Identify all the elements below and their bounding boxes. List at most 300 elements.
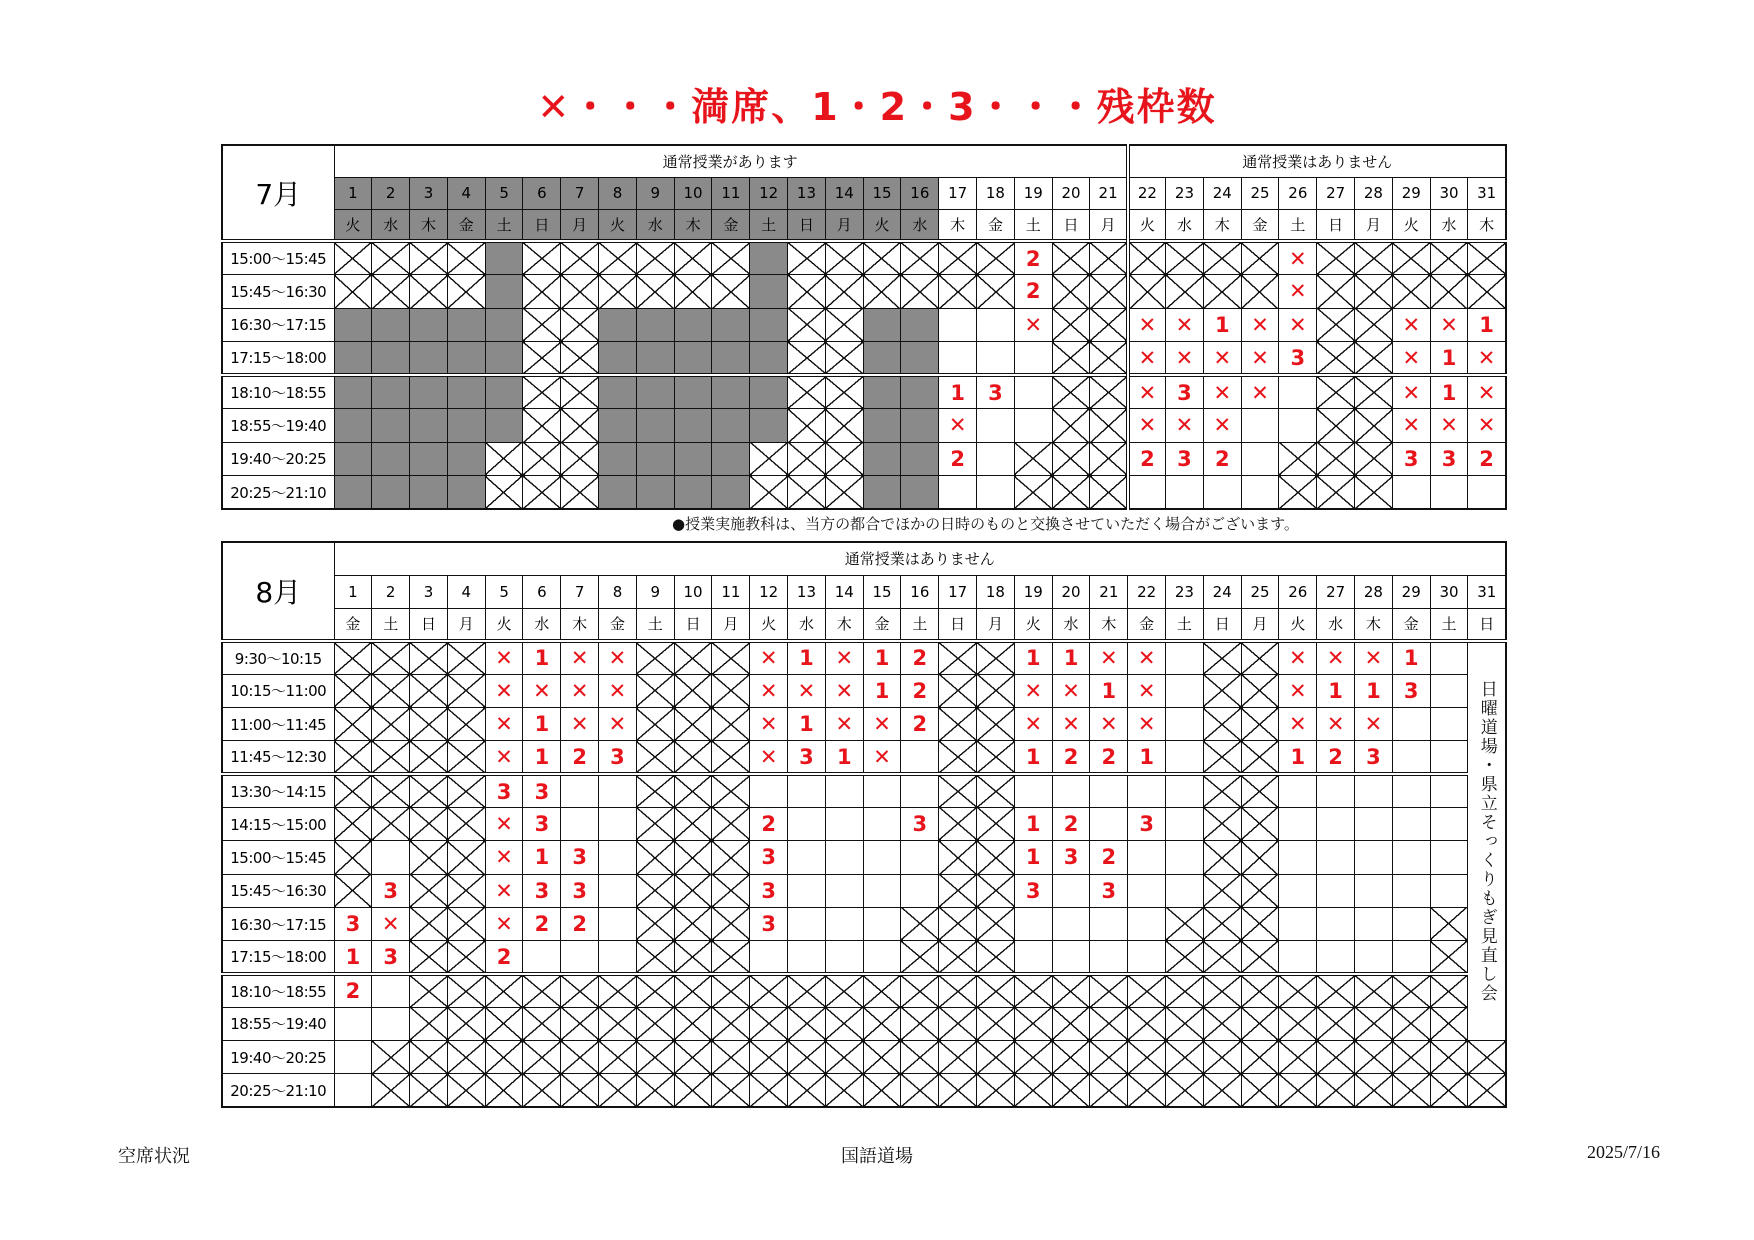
slot-cell (825, 1074, 863, 1107)
slot-cell (1052, 409, 1090, 443)
day-number: 9 (636, 177, 674, 209)
slot-cell (788, 841, 826, 874)
time-slot: 13:30～14:15 (222, 774, 334, 807)
table-row (222, 308, 1506, 342)
slot-cell (901, 774, 939, 807)
slot-cell: ✕ (1128, 641, 1166, 674)
day-number: 21 (1090, 177, 1128, 209)
slot-cell (561, 375, 599, 409)
slot-cell (977, 308, 1015, 342)
slot-cell: ✕ (750, 741, 788, 774)
slot-cell (1317, 874, 1355, 907)
slot-cell: ✕ (825, 674, 863, 707)
slot-cell: ✕ (1279, 275, 1317, 309)
slot-cell: ✕ (485, 641, 523, 674)
slot-cell: 1 (1317, 674, 1355, 707)
slot-cell: ✕ (485, 708, 523, 741)
slot-cell: ✕ (1355, 708, 1393, 741)
slot-cell (977, 1007, 1015, 1040)
slot-cell (712, 708, 750, 741)
slot-cell (750, 241, 788, 275)
slot-cell (334, 708, 372, 741)
slot-cell (939, 708, 977, 741)
slot-cell: 3 (523, 774, 561, 807)
slot-cell (674, 476, 712, 510)
day-number: 14 (825, 575, 863, 608)
slot-cell (939, 1074, 977, 1107)
slot-cell (1430, 1041, 1468, 1074)
slot-cell: ✕ (1128, 375, 1166, 409)
slot-cell (1128, 1041, 1166, 1074)
slot-cell (410, 974, 448, 1007)
slot-cell (977, 974, 1015, 1007)
weekday: 土 (1430, 608, 1468, 641)
slot-cell (636, 409, 674, 443)
slot-cell (750, 1007, 788, 1040)
slot-cell: 1 (863, 641, 901, 674)
slot-cell (977, 841, 1015, 874)
slot-cell (977, 674, 1015, 707)
slot-cell: ✕ (1468, 342, 1506, 376)
slot-cell (1203, 1074, 1241, 1107)
slot-cell (447, 476, 485, 510)
slot-cell (750, 476, 788, 510)
slot-cell (977, 409, 1015, 443)
table-row (222, 1007, 1506, 1040)
slot-cell (523, 275, 561, 309)
table-row (222, 708, 1506, 741)
table-row (222, 641, 1506, 674)
slot-cell (825, 807, 863, 840)
slot-cell (1317, 774, 1355, 807)
day-number: 5 (485, 575, 523, 608)
time-slot: 10:15～11:00 (222, 674, 334, 707)
slot-cell (561, 409, 599, 443)
slot-cell (1279, 907, 1317, 940)
slot-cell: ✕ (485, 874, 523, 907)
slot-cell: ✕ (1166, 308, 1204, 342)
slot-cell (1090, 442, 1128, 476)
slot-cell (674, 442, 712, 476)
slot-cell (977, 275, 1015, 309)
day-number: 19 (1014, 177, 1052, 209)
time-slot: 17:15～18:00 (222, 941, 334, 974)
slot-cell: ✕ (1052, 674, 1090, 707)
slot-cell (1430, 974, 1468, 1007)
slot-cell (863, 1074, 901, 1107)
slot-cell: 3 (599, 741, 637, 774)
slot-cell (1203, 275, 1241, 309)
slot-cell: 1 (1014, 841, 1052, 874)
slot-cell (863, 442, 901, 476)
slot-cell (1241, 1007, 1279, 1040)
slot-cell (1279, 807, 1317, 840)
weekday: 木 (1090, 608, 1128, 641)
slot-cell (939, 674, 977, 707)
slot-cell (1241, 774, 1279, 807)
slot-cell (1279, 1007, 1317, 1040)
slot-cell (636, 442, 674, 476)
slot-cell (410, 1074, 448, 1107)
slot-cell (1203, 674, 1241, 707)
slot-cell: 3 (1166, 442, 1204, 476)
slot-cell (712, 907, 750, 940)
slot-cell (372, 1041, 410, 1074)
slot-cell (863, 974, 901, 1007)
slot-cell (1203, 941, 1241, 974)
day-number: 17 (939, 177, 977, 209)
slot-cell: ✕ (1014, 308, 1052, 342)
slot-cell (1430, 941, 1468, 974)
slot-cell (825, 907, 863, 940)
table-row (222, 674, 1506, 707)
slot-cell (750, 308, 788, 342)
weekday: 日 (410, 608, 448, 641)
slot-cell (372, 974, 410, 1007)
weekday: 月 (1090, 209, 1128, 241)
slot-cell: ✕ (1203, 342, 1241, 376)
slot-cell (561, 941, 599, 974)
slot-cell (977, 874, 1015, 907)
slot-cell (1355, 874, 1393, 907)
slot-cell (712, 375, 750, 409)
weekday: 日 (1468, 608, 1506, 641)
slot-cell (485, 409, 523, 443)
slot-cell (674, 774, 712, 807)
slot-cell (674, 1074, 712, 1107)
month-label: 8月 (222, 542, 334, 641)
slot-cell (901, 941, 939, 974)
slot-cell (712, 741, 750, 774)
weekday: 土 (1279, 209, 1317, 241)
slot-cell (561, 241, 599, 275)
weekday: 日 (939, 608, 977, 641)
slot-cell (599, 442, 637, 476)
slot-cell (485, 241, 523, 275)
slot-cell (1203, 874, 1241, 907)
weekday: 水 (372, 209, 410, 241)
slot-cell (788, 308, 826, 342)
slot-cell (447, 342, 485, 376)
slot-cell (636, 1007, 674, 1040)
slot-cell (788, 774, 826, 807)
slot-cell (1241, 874, 1279, 907)
slot-cell (599, 1041, 637, 1074)
day-number: 20 (1052, 177, 1090, 209)
slot-cell (1241, 442, 1279, 476)
table-row (222, 841, 1506, 874)
slot-cell (1355, 409, 1393, 443)
slot-cell (410, 708, 448, 741)
time-slot: 17:15～18:00 (222, 342, 334, 376)
day-number: 13 (788, 177, 826, 209)
slot-cell: 1 (1430, 342, 1468, 376)
slot-cell (863, 476, 901, 510)
day-number: 25 (1241, 177, 1279, 209)
slot-cell (977, 941, 1015, 974)
weekday: 金 (1241, 209, 1279, 241)
slot-cell: 2 (901, 708, 939, 741)
slot-cell (599, 841, 637, 874)
weekday: 木 (1203, 209, 1241, 241)
slot-cell (863, 907, 901, 940)
slot-cell (1430, 241, 1468, 275)
slot-cell (485, 342, 523, 376)
day-number: 30 (1430, 575, 1468, 608)
slot-cell (977, 342, 1015, 376)
slot-cell (1355, 841, 1393, 874)
slot-cell (410, 741, 448, 774)
slot-cell: 2 (523, 907, 561, 940)
slot-cell (977, 442, 1015, 476)
slot-cell (1317, 841, 1355, 874)
slot-cell (1166, 741, 1204, 774)
slot-cell (447, 708, 485, 741)
slot-cell (1052, 1007, 1090, 1040)
slot-cell (1241, 275, 1279, 309)
day-number: 17 (939, 575, 977, 608)
day-number: 18 (977, 575, 1015, 608)
slot-cell (1128, 874, 1166, 907)
slot-cell (1166, 1074, 1204, 1107)
slot-cell (901, 241, 939, 275)
weekday: 土 (485, 209, 523, 241)
slot-cell: 3 (372, 874, 410, 907)
weekday: 日 (788, 209, 826, 241)
slot-cell: ✕ (1241, 308, 1279, 342)
slot-cell: 2 (334, 974, 372, 1007)
slot-cell (1166, 807, 1204, 840)
slot-cell (372, 342, 410, 376)
slot-cell: 2 (1317, 741, 1355, 774)
weekday: 土 (636, 608, 674, 641)
slot-cell (825, 375, 863, 409)
slot-cell (788, 275, 826, 309)
day-number: 27 (1317, 177, 1355, 209)
slot-cell: 1 (1014, 641, 1052, 674)
slot-cell (334, 774, 372, 807)
weekday: 水 (636, 209, 674, 241)
slot-cell (1392, 907, 1430, 940)
slot-cell (636, 708, 674, 741)
slot-cell (712, 476, 750, 510)
slot-cell (901, 874, 939, 907)
slot-cell (901, 907, 939, 940)
slot-cell (901, 308, 939, 342)
slot-cell (977, 1041, 1015, 1074)
slot-cell (636, 674, 674, 707)
month-label: 7月 (222, 145, 334, 241)
slot-cell (1128, 941, 1166, 974)
slot-cell (1090, 1041, 1128, 1074)
slot-cell: 2 (1128, 442, 1166, 476)
slot-cell (485, 1041, 523, 1074)
slot-cell (1090, 375, 1128, 409)
slot-cell: ✕ (372, 907, 410, 940)
slot-cell (1014, 907, 1052, 940)
slot-cell (712, 1074, 750, 1107)
slot-cell (599, 907, 637, 940)
slot-cell (561, 807, 599, 840)
time-slot: 20:25～21:10 (222, 476, 334, 510)
slot-cell (788, 807, 826, 840)
slot-cell (1203, 241, 1241, 275)
weekday: 日 (1317, 209, 1355, 241)
slot-cell (1090, 342, 1128, 376)
slot-cell: 1 (863, 674, 901, 707)
slot-cell (1468, 1041, 1506, 1074)
slot-cell (1430, 741, 1468, 774)
slot-cell (523, 241, 561, 275)
slot-cell (523, 974, 561, 1007)
slot-cell (410, 874, 448, 907)
slot-cell: ✕ (1279, 708, 1317, 741)
slot-cell (1279, 841, 1317, 874)
slot-cell (447, 409, 485, 443)
slot-cell (788, 1074, 826, 1107)
slot-cell (599, 275, 637, 309)
slot-cell: 1 (1279, 741, 1317, 774)
slot-cell (901, 442, 939, 476)
slot-cell: 2 (561, 907, 599, 940)
slot-cell (334, 375, 372, 409)
slot-cell (636, 308, 674, 342)
slot-cell (1355, 476, 1393, 510)
weekday: 金 (977, 209, 1015, 241)
slot-cell (561, 308, 599, 342)
weekday: 木 (939, 209, 977, 241)
slot-cell (372, 807, 410, 840)
slot-cell (447, 1074, 485, 1107)
slot-cell (788, 1041, 826, 1074)
slot-cell (1166, 275, 1204, 309)
slot-cell (788, 1007, 826, 1040)
slot-cell (825, 342, 863, 376)
slot-cell (334, 1007, 372, 1040)
day-number: 24 (1203, 177, 1241, 209)
slot-cell (750, 375, 788, 409)
day-number: 29 (1392, 575, 1430, 608)
slot-cell: ✕ (1128, 308, 1166, 342)
slot-cell (447, 641, 485, 674)
slot-cell (674, 275, 712, 309)
slot-cell (1014, 1074, 1052, 1107)
slot-cell (712, 874, 750, 907)
slot-cell (1090, 941, 1128, 974)
slot-cell (636, 841, 674, 874)
slot-cell (599, 941, 637, 974)
slot-cell (1241, 708, 1279, 741)
weekday: 日 (1203, 608, 1241, 641)
slot-cell: ✕ (1014, 708, 1052, 741)
slot-cell (674, 241, 712, 275)
slot-cell (1468, 275, 1506, 309)
slot-cell (1392, 841, 1430, 874)
slot-cell (1128, 907, 1166, 940)
day-number: 19 (1014, 575, 1052, 608)
slot-cell (447, 1007, 485, 1040)
weekday: 日 (1052, 209, 1090, 241)
slot-cell (1241, 409, 1279, 443)
slot-cell: 2 (1052, 741, 1090, 774)
footer-status-label: 空席状況 (118, 1146, 190, 1167)
slot-cell: 3 (901, 807, 939, 840)
slot-cell (825, 409, 863, 443)
slot-cell (372, 409, 410, 443)
weekday: 日 (674, 608, 712, 641)
slot-cell (334, 342, 372, 376)
slot-cell (1392, 275, 1430, 309)
slot-cell (1014, 941, 1052, 974)
day-number: 6 (523, 177, 561, 209)
slot-cell (1014, 1041, 1052, 1074)
slot-cell (1166, 641, 1204, 674)
slot-cell (1166, 941, 1204, 974)
slot-cell (410, 907, 448, 940)
slot-cell (977, 741, 1015, 774)
table-row (222, 241, 1506, 275)
day-number: 11 (712, 177, 750, 209)
slot-cell (977, 1074, 1015, 1107)
slot-cell: 1 (1014, 807, 1052, 840)
time-slot: 20:25～21:10 (222, 1074, 334, 1107)
slot-cell (410, 308, 448, 342)
slot-cell (1279, 1074, 1317, 1107)
day-number: 22 (1128, 177, 1166, 209)
slot-cell (1317, 907, 1355, 940)
slot-cell (485, 974, 523, 1007)
slot-cell (636, 241, 674, 275)
slot-cell (599, 1074, 637, 1107)
slot-cell (1052, 342, 1090, 376)
weekday: 月 (561, 209, 599, 241)
slot-cell (1355, 807, 1393, 840)
slot-cell (825, 941, 863, 974)
slot-cell (712, 308, 750, 342)
slot-cell (712, 974, 750, 1007)
group-header-no-classes: 通常授業はありません (1128, 145, 1506, 177)
weekday: 月 (1241, 608, 1279, 641)
slot-cell: 3 (1279, 342, 1317, 376)
slot-cell (788, 941, 826, 974)
slot-cell (599, 241, 637, 275)
slot-cell (825, 275, 863, 309)
weekday: 月 (447, 608, 485, 641)
slot-cell: 1 (788, 708, 826, 741)
slot-cell (1090, 275, 1128, 309)
time-slot: 18:55～19:40 (222, 409, 334, 443)
slot-cell (1317, 941, 1355, 974)
slot-cell (410, 409, 448, 443)
slot-cell (1014, 774, 1052, 807)
slot-cell (636, 275, 674, 309)
slot-cell (447, 375, 485, 409)
slot-cell (410, 275, 448, 309)
slot-cell (372, 442, 410, 476)
slot-cell: 3 (1166, 375, 1204, 409)
time-slot: 9:30～10:15 (222, 641, 334, 674)
slot-cell (447, 807, 485, 840)
slot-cell (1128, 1007, 1166, 1040)
slot-cell (1090, 308, 1128, 342)
slot-cell (1241, 741, 1279, 774)
slot-cell (636, 774, 674, 807)
slot-cell (1241, 841, 1279, 874)
time-slot: 15:00～15:45 (222, 241, 334, 275)
slot-cell (1166, 674, 1204, 707)
slot-cell (1430, 774, 1468, 807)
weekday: 水 (523, 608, 561, 641)
